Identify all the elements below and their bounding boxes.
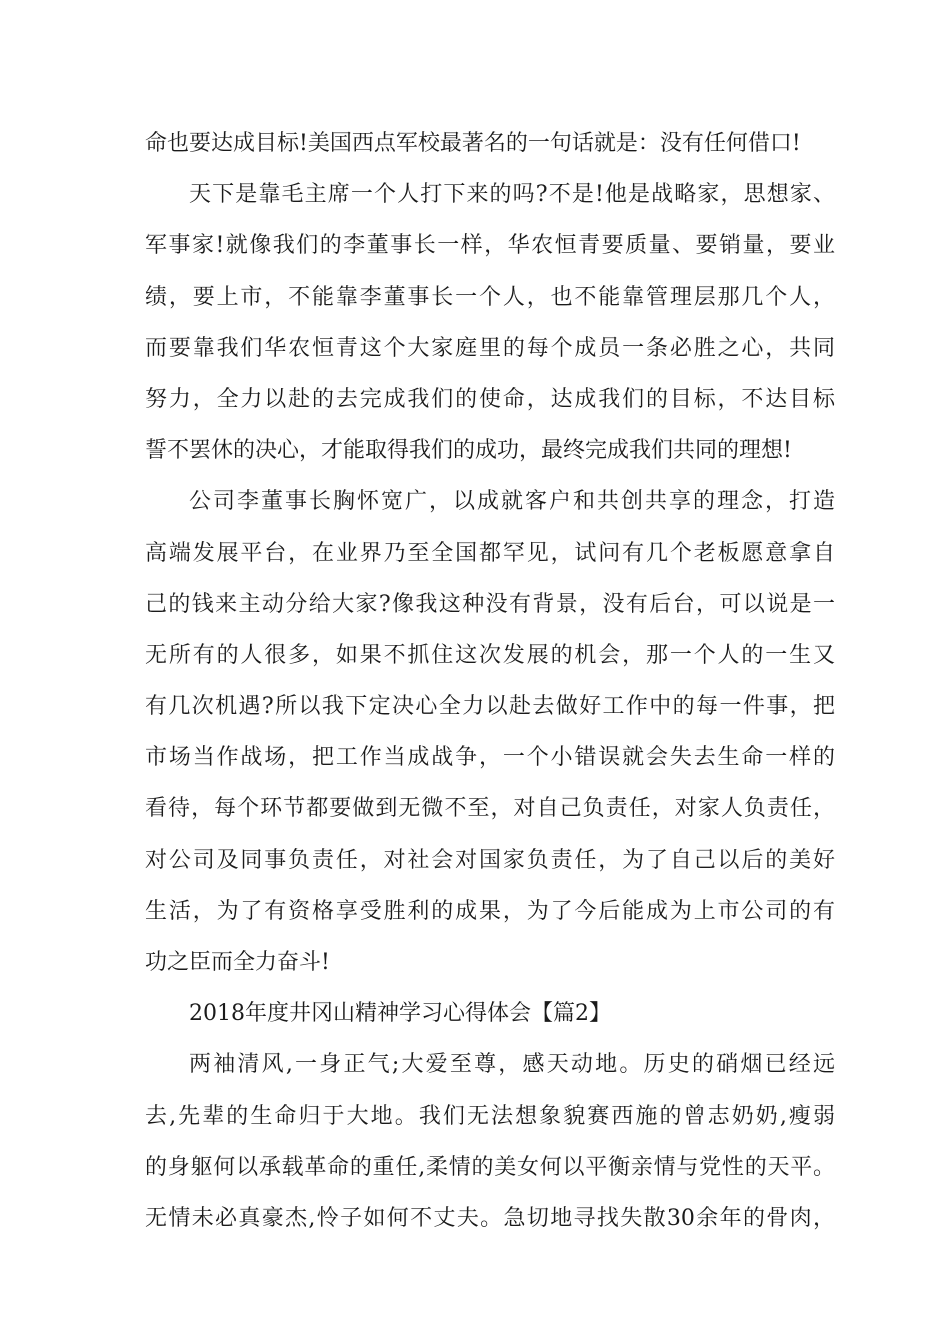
text-line: 己的钱来主动分给大家?像我这种没有背景，没有后台，可以说是一 xyxy=(145,591,835,617)
text-line: 天下是靠毛主席一个人打下来的吗?不是!他是战略家，思想家、 xyxy=(189,182,835,208)
text-line: 有几次机遇?所以我下定决心全力以赴去做好工作中的每一件事，把 xyxy=(145,694,835,720)
text-line: 市场当作战场，把工作当成战争，一个小错误就会失去生命一样的 xyxy=(145,745,835,771)
text-line: 誓不罢休的决心，才能取得我们的成功，最终完成我们共同的理想! xyxy=(145,438,792,464)
text-line: 无所有的人很多，如果不抓住这次发展的机会，那一个人的一生又 xyxy=(145,642,835,668)
text-line: 无情未必真豪杰,怜子如何不丈夫。急切地寻找失散30余年的骨肉， xyxy=(145,1205,835,1231)
text-line: 努力，全力以赴的去完成我们的使命，达成我们的目标，不达目标 xyxy=(145,386,835,412)
text-line: 功之臣而全力奋斗! xyxy=(145,950,330,975)
section-heading: 2018年度井冈山精神学习心得体会【篇2】 xyxy=(189,1001,611,1027)
text-line: 生活，为了有资格享受胜利的成果，为了今后能成为上市公司的有 xyxy=(145,898,835,924)
document-body xyxy=(145,118,835,1244)
text-line: 看待，每个环节都要做到无微不至，对自己负责任，对家人负责任， xyxy=(145,796,835,822)
text-line: 军事家!就像我们的李董事长一样，华农恒青要质量、要销量，要业 xyxy=(145,233,835,259)
text-line: 而要靠我们华农恒青这个大家庭里的每个成员一条必胜之心，共同 xyxy=(145,335,835,361)
text-line: 命也要达成目标!美国西点军校最著名的一句话就是：没有任何借口! xyxy=(145,131,801,156)
text-line: 公司李董事长胸怀宽广，以成就客户和共创共享的理念，打造 xyxy=(189,489,835,515)
text-line: 的身躯何以承载革命的重任,柔情的美女何以平衡亲情与党性的天平。 xyxy=(145,1154,835,1180)
text-line: 去,先辈的生命归于大地。我们无法想象貌赛西施的曾志奶奶,瘦弱 xyxy=(145,1103,835,1129)
text-line: 高端发展平台，在业界乃至全国都罕见，试问有几个老板愿意拿自 xyxy=(145,540,835,566)
text-line: 对公司及同事负责任，对社会对国家负责任，为了自己以后的美好 xyxy=(145,847,835,873)
text-line: 绩，要上市，不能靠李董事长一个人，也不能靠管理层那几个人， xyxy=(145,284,835,310)
text-line: 两袖清风,一身正气;大爱至尊，感天动地。历史的硝烟已经远 xyxy=(189,1052,835,1078)
